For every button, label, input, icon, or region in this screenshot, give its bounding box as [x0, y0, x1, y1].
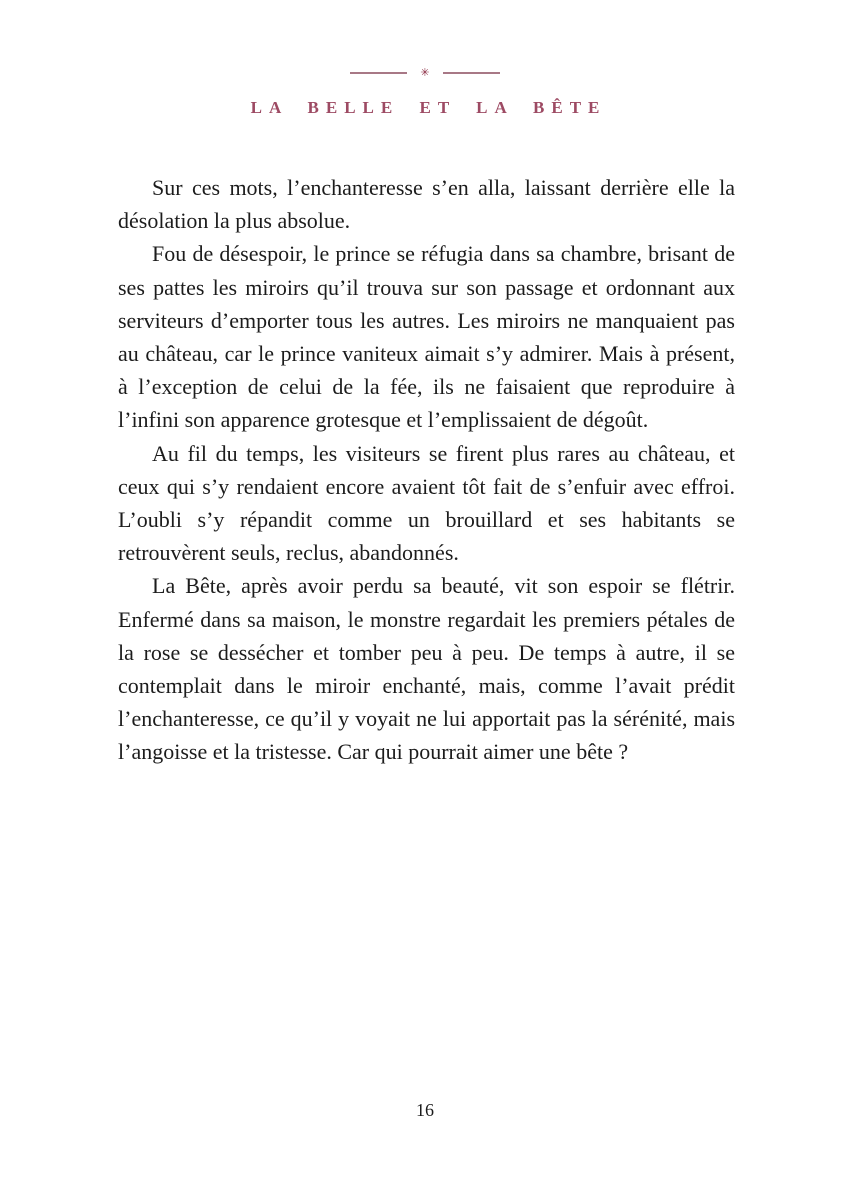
chapter-title: LA BELLE ET LA BÊTE — [250, 98, 607, 117]
paragraph-1: Sur ces mots, l’enchanteresse s’en alla, laissant derrière elle la désolation la plus absolue. — [118, 175, 735, 234]
ornament-line-right — [443, 72, 500, 74]
story-text — [118, 171, 735, 769]
page-number: 16 — [416, 1100, 434, 1120]
ornament-line-left — [350, 72, 407, 74]
paragraph-4: La Bête, après avoir perdu sa beauté, vit son espoir se flétrir. Enfermé dans sa maison, le monstre regardait les premiers pétales de la rose se dessécher et tomber peu à peu. De temps à autre, il se contemplait dans le miroir enchanté, mais, comme l’avait prédit l’enchanteresse, ce qu’il y voyait ne lui apportait pas la sérénité, mais l’angoisse et la tristesse. Car qui pourrait aimer une bête ? — [118, 573, 735, 765]
ornament-star-icon: ✳ — [420, 65, 430, 79]
paragraph-3: Au fil du temps, les visiteurs se firent plus rares au château, et ceux qui s’y rendaient encore avaient tôt fait de s’enfuir avec effroi. L’oubli s’y répandit comme un brouillard et ses habitants se retrouvèrent seuls, reclus, abandonnés. — [118, 440, 735, 566]
paragraph-2: Fou de désespoir, le prince se réfugia dans sa chambre, brisant de ses pattes les miroirs qu’il trouva sur son passage et ordonnant aux serviteurs d’emporter tous les autres. Les miroirs ne manquaient pas au château, car le prince vaniteux aimait s’y admirer. Mais à présent, à l’exception de celui de la fée, ils ne faisaient que reproduire à l’infini son apparence grotesque et l’emplissaient de dégoût. — [118, 241, 735, 433]
ornament-divider — [0, 62, 850, 84]
